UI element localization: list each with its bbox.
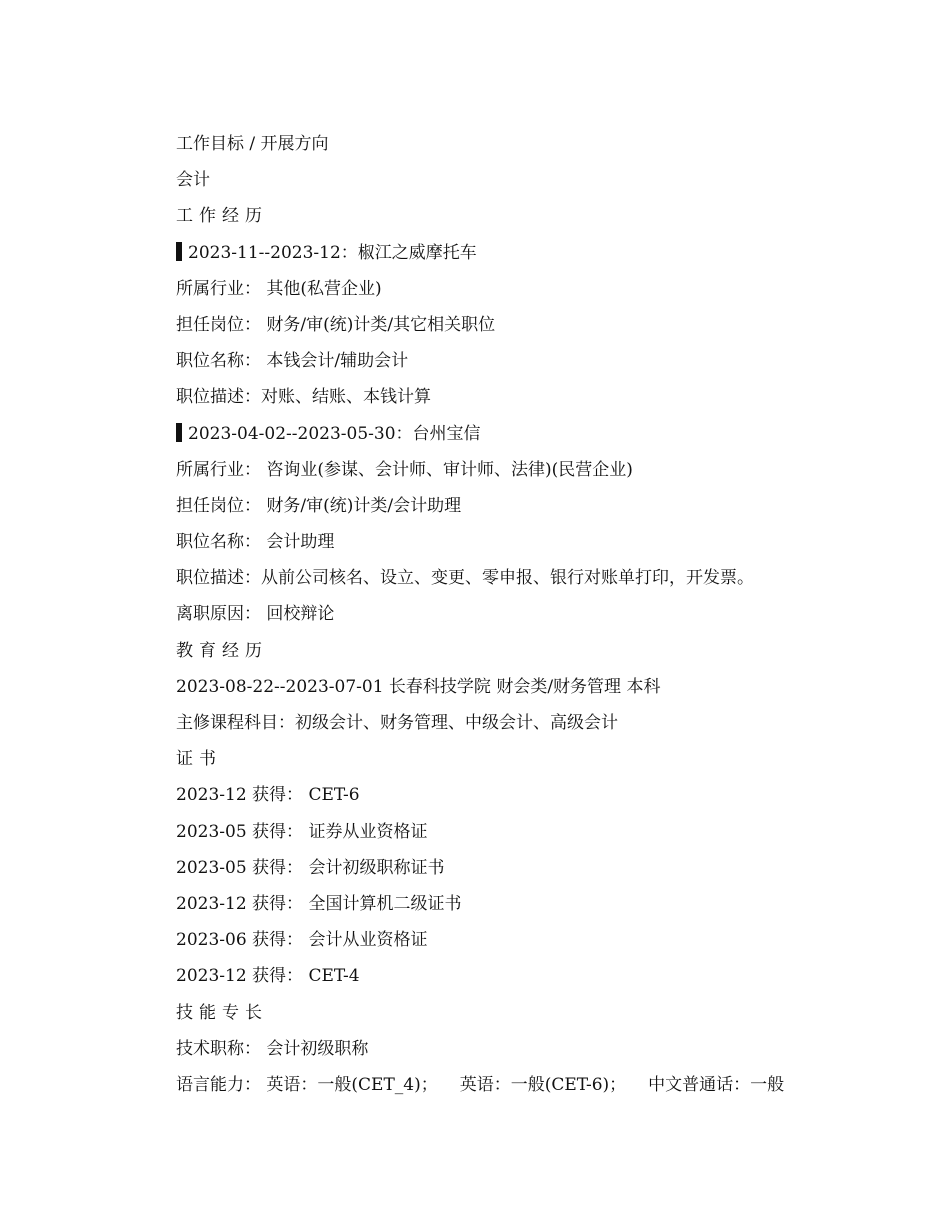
job-period: 2023-11--2023-12 xyxy=(188,242,341,263)
cert-item xyxy=(176,777,856,813)
cert-item xyxy=(176,922,856,958)
job-header xyxy=(176,235,856,271)
field-label: 主修课程科目： xyxy=(176,713,295,733)
colon-separator: ： xyxy=(340,242,358,263)
job-industry xyxy=(176,271,856,307)
job-description xyxy=(176,560,856,596)
field-label: 所属行业： xyxy=(176,459,261,480)
field-label: 离职原因： xyxy=(176,604,261,625)
field-value: 咨询业(参谋、会计师、审计师、法律)(民营企业) xyxy=(266,459,633,480)
language-item: 中文普通话：一般 xyxy=(648,1074,785,1095)
field-value: 本钱会计/辅助会计 xyxy=(266,351,409,372)
job-company: 椒江之威摩托车 xyxy=(357,242,477,263)
cert-obtained-label: 获得： xyxy=(252,893,304,914)
cert-name: 证券从业资格证 xyxy=(308,821,428,842)
field-label: 职位描述： xyxy=(176,568,261,589)
field-value: 从前公司核名、设立、变更、零申报、银行对账单打印，开发票。 xyxy=(261,568,754,589)
education-heading: 教育经历 xyxy=(176,640,268,661)
cert-name: 全国计算机二级证书 xyxy=(308,893,462,914)
job-period: 2023-04-02--2023-05-30 xyxy=(188,423,396,444)
colon-separator: ： xyxy=(395,423,413,444)
job-leave-reason xyxy=(176,596,856,632)
job-header xyxy=(176,416,856,452)
bullet-marker-icon xyxy=(176,242,182,261)
field-value: 财务/审(统)计类/其它相关职位 xyxy=(266,314,496,335)
job-title xyxy=(176,524,856,560)
cert-date: 2023-05 xyxy=(176,821,247,842)
cert-obtained-label: 获得： xyxy=(252,857,304,878)
language-item: 英语：一般(CET-6)； xyxy=(459,1074,627,1095)
field-value: 会计初级职称 xyxy=(266,1038,369,1059)
cert-date: 2023-05 xyxy=(176,857,247,878)
goal-heading: 工作目标 / 开展方向 xyxy=(176,134,329,154)
cert-date: 2023-12 xyxy=(176,785,247,806)
cert-name: CET-6 xyxy=(308,785,360,806)
cert-item xyxy=(176,958,856,994)
skills-tech-title xyxy=(176,1031,856,1067)
resume-page xyxy=(176,126,856,1103)
job-company: 台州宝信 xyxy=(412,423,481,444)
field-value: 初级会计、财务管理、中级会计、高级会计 xyxy=(295,713,618,733)
cert-item xyxy=(176,814,856,850)
education-courses xyxy=(176,705,856,741)
cert-name: CET-4 xyxy=(308,966,360,987)
cert-date: 2023-06 xyxy=(176,930,247,951)
field-label: 担任岗位： xyxy=(176,495,261,516)
field-value: 对账、结账、本钱计算 xyxy=(261,387,431,408)
job-post xyxy=(176,307,856,343)
cert-item xyxy=(176,886,856,922)
field-label: 所属行业： xyxy=(176,278,261,299)
job-title xyxy=(176,343,856,379)
field-label: 职位描述： xyxy=(176,387,261,408)
field-value: 会计助理 xyxy=(266,532,335,553)
cert-name: 会计从业资格证 xyxy=(308,930,428,951)
field-label: 职位名称： xyxy=(176,351,261,372)
field-label: 职位名称： xyxy=(176,532,261,553)
cert-date: 2023-12 xyxy=(176,893,247,914)
skills-heading: 技能专长 xyxy=(176,1002,268,1023)
work-heading: 工作经历 xyxy=(176,206,268,227)
field-value: 财务/审(统)计类/会计助理 xyxy=(266,495,462,516)
bullet-marker-icon xyxy=(176,423,182,442)
cert-obtained-label: 获得： xyxy=(252,785,304,806)
field-label: 语言能力： xyxy=(176,1074,261,1095)
cert-name: 会计初级职称证书 xyxy=(308,857,445,878)
certs-heading: 证书 xyxy=(176,749,222,770)
job-description xyxy=(176,379,856,415)
field-value: 回校辩论 xyxy=(266,604,335,625)
job-post xyxy=(176,488,856,524)
cert-item xyxy=(176,850,856,886)
cert-date: 2023-12 xyxy=(176,966,247,987)
field-label: 技术职称： xyxy=(176,1038,261,1059)
skills-languages xyxy=(176,1067,856,1103)
language-item: 英语：一般(CET_4)； xyxy=(266,1074,438,1095)
goal-value: 会计 xyxy=(176,170,210,191)
cert-obtained-label: 获得： xyxy=(252,966,304,987)
field-label: 担任岗位： xyxy=(176,314,261,335)
cert-obtained-label: 获得： xyxy=(252,821,304,842)
job-industry xyxy=(176,452,856,488)
education-record: 2023-08-22--2023-07-01 长春科技学院 财会类/财务管理 本科 xyxy=(176,676,661,697)
cert-obtained-label: 获得： xyxy=(252,930,304,951)
field-value: 其他(私营企业) xyxy=(266,278,382,299)
